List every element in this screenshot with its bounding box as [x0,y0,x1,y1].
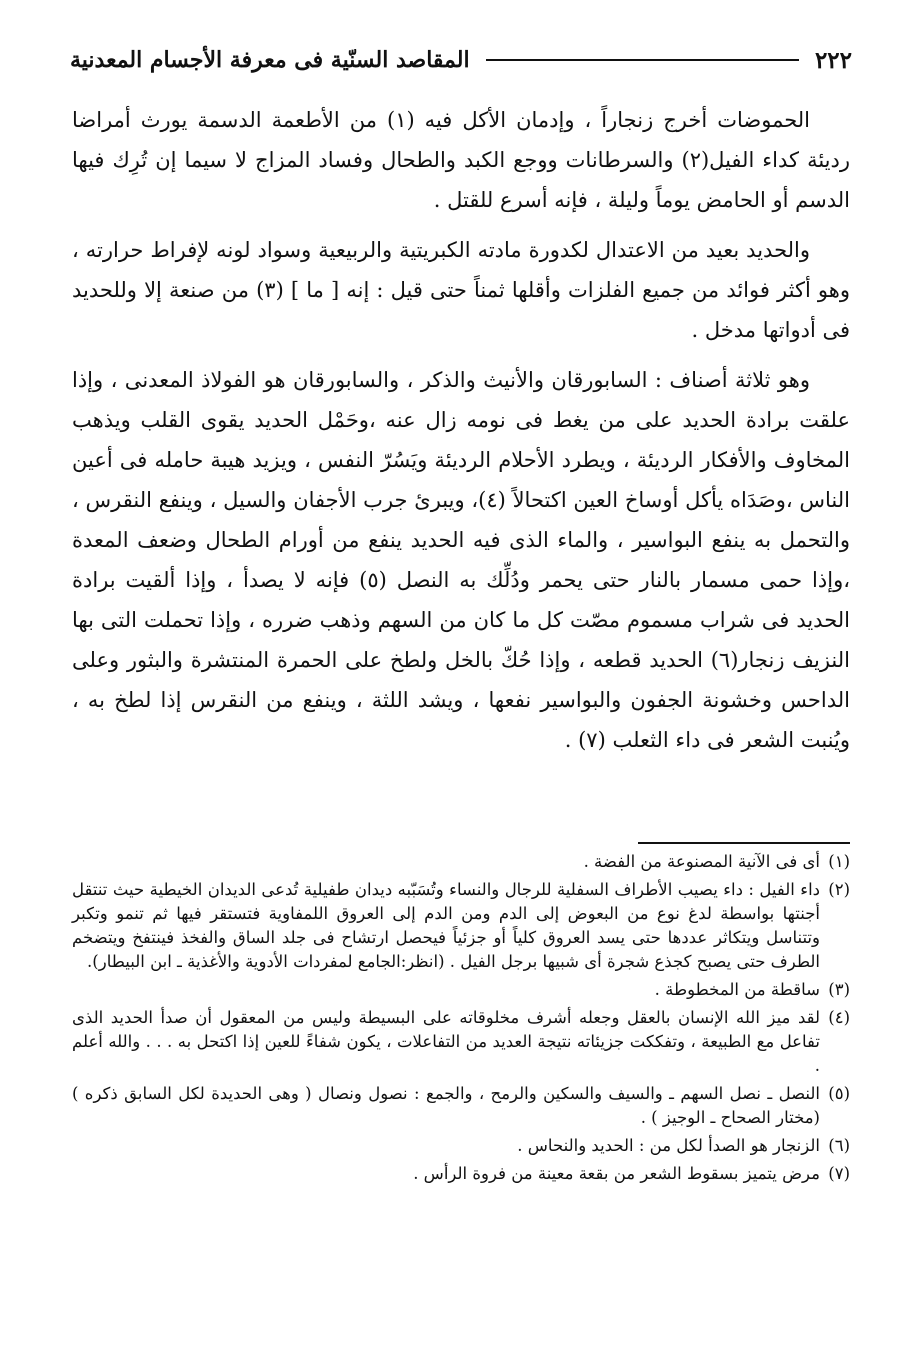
page-number: ٢٢٢ [814,46,852,74]
paragraph: والحديد بعيد من الاعتدال لكدورة مادته الكبريتية والربيعية وسواد لونه لإفراط حرارته ، وهو أكثر فوائد من جميع الفلزات وأقلها ثمناً حتى قيل : إنه [ ما ] (٣) من صنعة إلا وللحديد فى أدواتها مدخل . [72,238,850,342]
footnote-text: أى فى الآنية المصنوعة من الفضة . [583,852,820,871]
footnote [72,1082,850,1130]
footnote [72,878,850,974]
footnote [72,1162,850,1186]
footnotes [72,850,850,1190]
paragraph: وهو ثلاثة أصناف : السابورقان والأنيث والذكر ، والسابورقان هو الفولاذ المعدنى ، وإذا علقت برادة الحديد على من يغط فى نومه زال عنه ،وحَمْل الحديد يقوى القلب ويذهب المخاوف والأفكار الرديئة ، ويطرد الأحلام الرديئة ويَسُرّ النفس ، ويزيد هيبة حامله فى أعين الناس ،وصَدَاه يأكل أوساخ العين اكتحالاً (٤)، ويبرئ جرب الأجفان والسيل ، وينفع النقرس ، والتحمل به ينفع البواسير ، والماء الذى فيه الحديد ينفع من أورام الطحال وضعف المعدة ،وإذا حمى مسمار بالنار حتى يحمر ودُلِّك به النصل (٥) فإنه لا يصدأ ، وإذا ألقيت برادة الحديد فى شراب مسموم مصّت كل ما كان من السهم وذهب ضرره ، وإذا تحملت التى بها النزيف زنجار(٦) الحديد قطعه ، وإذا حُكّ بالخل ولطخ على الحمرة المنتشرة والبثور وعلى الداحس وخشونة الجفون والبواسير نفعها ، ويشد اللثة ، وينفع من النقرس إذا لطخ به ، ويُنبت الشعر فى داء الثعلب (٧) . [72,368,851,752]
footnote [72,1006,850,1078]
paragraph: الحموضات أخرج زنجاراً ، وإدمان الأكل فيه (١) من الأطعمة الدسمة يورث أمراضا رديئة كداء الفيل(٢) والسرطانات ووجع الكبد والطحال وفساد المزاج لا سيما إن تُرِك فيها الدسم أو الحامض يوماً وليلة ، فإنه أسرع للقتل . [72,108,850,212]
footnote-text: ساقطة من المخطوطة . [654,980,820,999]
footnote-number: (٧) [828,1164,850,1183]
footnote-number: (١) [828,852,850,871]
footnote [72,1134,850,1158]
main-text [72,100,850,770]
footnote-number: (٥) [828,1084,850,1103]
footnote-text: مرض يتميز بسقوط الشعر من بقعة معينة من فروة الرأس . [413,1164,820,1183]
running-title: المقاصد السنّية فى معرفة الأجسام المعدنية [70,47,470,73]
footnote [72,978,850,1002]
header-rule [486,59,799,61]
footnote [72,850,850,874]
footnote-text: الزنجار هو الصدأ لكل من : الحديد والنحاس . [517,1136,820,1155]
footnote-number: (٤) [828,1008,850,1027]
footnote-text: النصل ـ نصل السهم ـ والسيف والسكين والرمح ، والجمع : نصول ونصال ( وهى الحديدة لكل السابق ذكره ) (مختار الصحاح ـ الوجيز ) . [72,1084,820,1127]
footnote-separator [638,842,850,844]
footnote-number: (٦) [828,1136,850,1155]
footnote-text: داء الفيل : داء يصيب الأطراف السفلية للرجال والنساء وتُسَبّبه ديدان طفيلية تُدعى الديدان الخيطية حيث تنتقل أجنتها بواسطة لدغ نوع من البعوض إلى الدم ومن الدم إلى العروق اللمفاوية فتستقر فيها ثم تنمو وتكبر وتتناسل ويتكاثر عددها حتى يسد العروق كلياً أو جزئياً فيحصل ارتشاح فى جلد الساق والفخذ فينتفخ ويتضخم الطرف حتى يصبح كجذع شجرة أى شبيها برجل الفيل . (انظر:الجامع لمفردات الأدوية والأغذية ـ ابن البيطار). [72,880,820,971]
footnote-number: (٣) [828,980,850,999]
footnote-text: لقد ميز الله الإنسان بالعقل وجعله أشرف مخلوقاته على البسيطة وليس من المعقول أن صدأ الحديد الذى تفاعل مع الطبيعة ، وتفككت جزيئاته نتيجة العديد من التفاعلات ، يكون شفاءً للعين إذا اكتحل به . . . والله أعلم . [72,1008,820,1075]
footnote-number: (٢) [828,880,850,899]
page-header [70,38,852,82]
